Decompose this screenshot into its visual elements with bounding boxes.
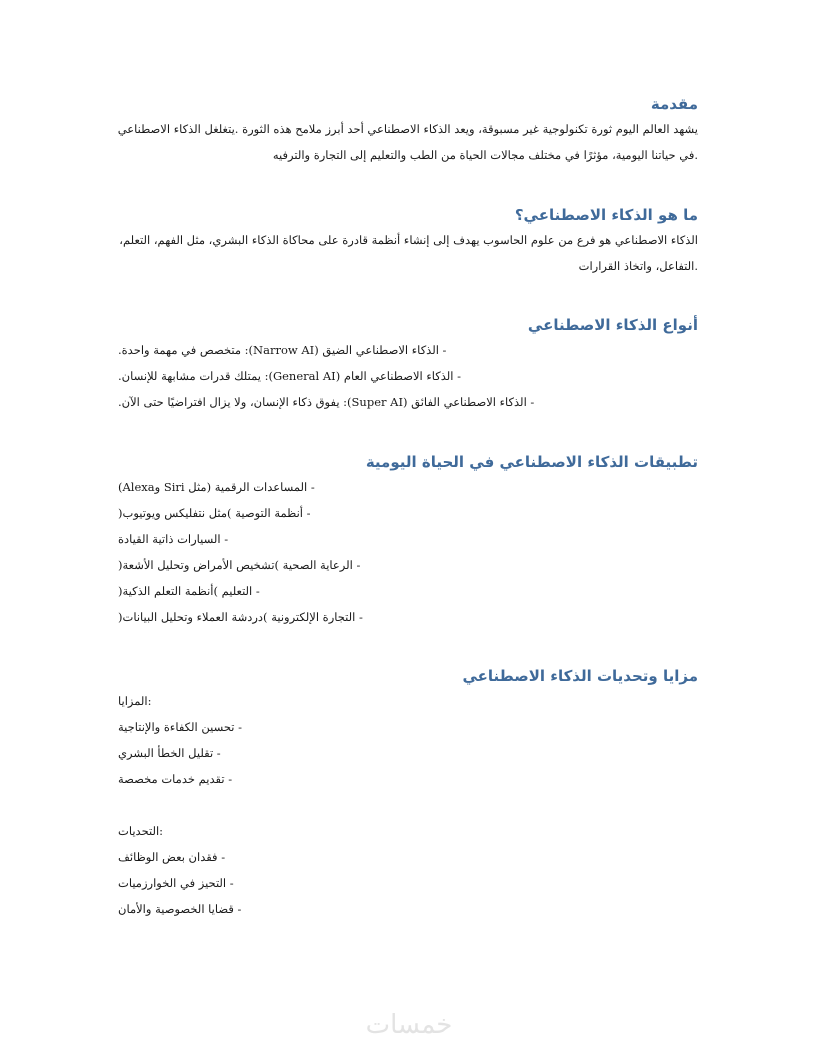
application-item-recommendation: - أنظمة التوصية )مثل نتفليكس ويوتيوب( [118, 506, 311, 520]
pro-item-custom-services: - تقديم خدمات مخصصة [118, 772, 233, 786]
what-is-paragraph-line-2: .التفاعل، واتخاذ القرارات [578, 259, 698, 273]
cons-label: :التحديات [118, 824, 164, 838]
ai-type-item-narrow: - الذكاء الاصطناعي الضيق (Narrow AI): متخصص في مهمة واحدة. [118, 343, 447, 357]
section-title-what-is-ai: ما هو الذكاء الاصطناعي؟ [514, 206, 698, 224]
section-title-ai-types: أنواع الذكاء الاصطناعي [527, 316, 698, 334]
ai-type-item-general: - الذكاء الاصطناعي العام (General AI): يمتلك قدرات مشابهة للإنسان. [118, 369, 462, 383]
application-item-self-driving: - السيارات ذاتية القيادة [118, 532, 229, 546]
con-item-job-loss: - فقدان بعض الوظائف [118, 850, 226, 864]
application-item-assistants: - المساعدات الرقمية (مثل Siri وAlexa) [118, 480, 315, 494]
pro-item-less-error: - تقليل الخطأ البشري [118, 746, 221, 760]
intro-paragraph-line-2: .في حياتنا اليومية، مؤثرًا في مختلف مجالات الحياة من الطب والتعليم إلى التجارة والترفيه [272, 148, 698, 162]
con-item-privacy-security: - قضايا الخصوصية والأمان [118, 902, 242, 916]
section-title-applications: تطبيقات الذكاء الاصطناعي في الحياة اليومية [365, 453, 698, 471]
what-is-paragraph-line-1: الذكاء الاصطناعي هو فرع من علوم الحاسوب يهدف إلى إنشاء أنظمة قادرة على محاكاة الذكاء البشري، مثل الفهم، التعلم، [119, 233, 698, 247]
application-item-healthcare: - الرعاية الصحية )تشخيص الأمراض وتحليل الأشعة( [118, 558, 361, 572]
watermark-logo: خمسات [365, 1010, 453, 1040]
pros-label: :المزايا [118, 694, 152, 708]
con-item-algorithm-bias: - التحيز في الخوارزميات [118, 876, 234, 890]
intro-paragraph-line-1: يشهد العالم اليوم ثورة تكنولوجية غير مسبوقة، ويعد الذكاء الاصطناعي أحد أبرز ملامح هذه الثورة .يتغلغل الذكاء الاصطناعي [117, 122, 698, 136]
ai-type-item-super: - الذكاء الاصطناعي الفائق (Super AI): يفوق ذكاء الإنسان، ولا يزال افتراضيًا حتى الآن. [118, 395, 535, 409]
section-title-intro: مقدمة [650, 95, 698, 113]
pro-item-efficiency: - تحسين الكفاءة والإنتاجية [118, 720, 242, 734]
section-title-pros-cons: مزايا وتحديات الذكاء الاصطناعي [462, 667, 698, 685]
application-item-ecommerce: - التجارة الإلكترونية )دردشة العملاء وتحليل البيانات( [118, 610, 363, 624]
application-item-education: - التعليم )أنظمة التعلم الذكية( [118, 584, 260, 598]
